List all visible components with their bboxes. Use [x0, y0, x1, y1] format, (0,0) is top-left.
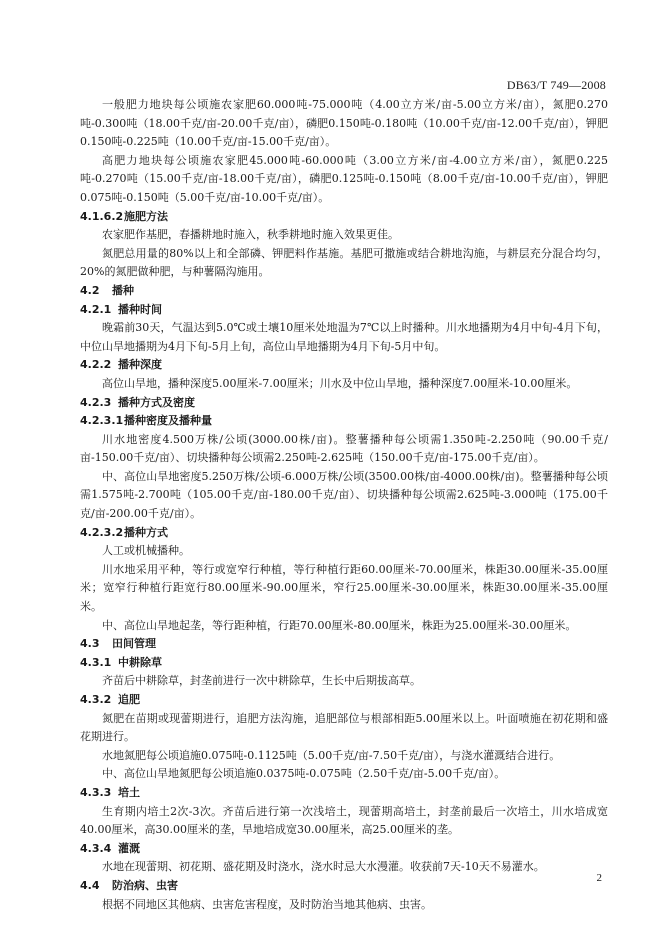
paragraph: 川水地采用平种，等行或宽窄行种植，等行种植行距60.00厘米-70.00厘米，株距30.00厘米-35.00厘米；宽窄行种植行距宽行80.00厘米-90.00厘米，窄行25.00厘米-30.00厘米，株距30.00厘米-35.00厘米。: [80, 562, 608, 614]
section-number: 4.2.1: [80, 302, 112, 316]
section-title: 播种方式及密度: [118, 395, 195, 409]
paragraph: 氮肥总用量的80%以上和全部磷、钾肥料作基施。基肥可撒施或结合耕地沟施，与耕层充分混合均匀，20%的氮肥做种肥，与种薯隔沟施用。: [80, 246, 608, 279]
section-heading: [80, 877, 608, 896]
paragraph: 根据不同地区其他病、虫害危害程度，及时防治当地其他病、虫害。: [102, 897, 432, 911]
section-number: 4.3: [80, 637, 100, 651]
section-heading: [80, 282, 608, 301]
paragraph: 高肥力地块每公顷施农家肥45.000吨-60.000吨（3.00立方米/亩-4.00立方米/亩），氮肥0.225吨-0.270吨（15.00千克/亩-18.00千克/亩），磷肥0.125吨-0.150吨（8.00千克/亩-10.00千克/亩），钾肥0.075吨-0.150吨（5.00千克/亩-10.00千克/亩）。: [80, 153, 608, 204]
paragraph: 晚霜前30天，气温达到5.0℃或土壤10厘米处地温为7℃以上时播种。川水地播期为4月中旬-4月下旬，中位山旱地播期为4月下旬-5月上旬，高位山旱地播期为4月下旬-5月中旬。: [80, 321, 608, 353]
section-number: 4.2.3: [80, 395, 112, 409]
paragraph: 中、高位山旱地密度5.250万株/公顷-6.000万株/公顷(3500.00株/亩-4000.00株/亩)。整薯播种每公顷需1.575吨-2.700吨（105.00千克/亩-180.00千克/亩）、切块播种每公顷需2.625吨-3.000吨（175.00千克/亩-200.00千克/亩）。: [80, 469, 608, 521]
page-number: 2: [596, 872, 602, 884]
paragraph: 川水地密度4.500万株/公顷(3000.00株/亩)。整薯播种每公顷需1.350吨-2.250吨（90.00千克/亩-150.00千克/亩）、切块播种每公顷需2.250吨-2.625吨（150.00千克/亩-175.00千克/亩）。: [80, 432, 608, 465]
paragraph: 中、高位山旱地起垄，等行距种植，行距70.00厘米-80.00厘米，株距为25.00厘米-30.00厘米。: [102, 618, 577, 632]
document-code: DB63/T 749—2008: [506, 78, 606, 92]
section-title: 培土: [118, 785, 140, 799]
section-heading: [80, 208, 608, 227]
section-title: 播种: [112, 283, 134, 297]
paragraph: 中、高位山旱地氮肥每公顷追施0.0375吨-0.075吨（2.50千克/亩-5.00千克/亩）。: [102, 767, 506, 781]
paragraph: 齐苗后中耕除草，封垄前进行一次中耕除草，生长中后期拔高草。: [102, 674, 421, 688]
section-number: 4.4: [80, 878, 100, 892]
section-title: 播种密度及播种量: [124, 414, 212, 428]
section-number: 4.3.1: [80, 655, 112, 669]
section-heading: [80, 635, 608, 654]
section-title: 追肥: [118, 693, 140, 706]
section-title: 防治病、虫害: [112, 878, 178, 892]
section-number: 4.2: [80, 283, 100, 297]
section-number: 4.2.3.2: [80, 525, 124, 539]
paragraph: 氮肥在苗期或现蕾期进行，追肥方法沟施，追肥部位与根部相距5.00厘米以上。叶面喷施在初花期和盛花期进行。: [80, 711, 608, 744]
section-number: 4.3.2: [80, 693, 112, 706]
section-title: 灌溉: [118, 841, 140, 855]
section-title: 播种深度: [118, 358, 162, 372]
section-number: 4.2.3.1: [80, 414, 124, 428]
section-title: 播种方式: [124, 525, 168, 539]
section-title: 播种时间: [118, 302, 162, 316]
paragraph: 农家肥作基肥，春播耕地时施入，秋季耕地时施入效果更佳。: [102, 228, 399, 242]
document-body: [80, 96, 608, 914]
section-title: 施肥方法: [124, 209, 168, 223]
section-number: 4.3.3: [80, 785, 112, 799]
section-title: 中耕除草: [118, 655, 162, 669]
section-heading: [80, 654, 608, 673]
section-number: 4.3.4: [80, 841, 112, 855]
section-heading: [80, 524, 608, 543]
section-heading: [80, 840, 608, 859]
section-heading: [80, 356, 608, 375]
section-heading: [80, 784, 608, 803]
section-number: 4.1.6.2: [80, 209, 124, 223]
paragraph: 高位山旱地，播种深度5.00厘米-7.00厘米；川水及中位山旱地，播种深度7.00厘米-10.00厘米。: [102, 376, 578, 390]
section-number: 4.2.2: [80, 358, 112, 372]
section-title: 田间管理: [112, 637, 156, 651]
paragraph: 人工或机械播种。: [102, 544, 190, 558]
section-heading: [80, 412, 608, 431]
section-heading: [80, 394, 608, 413]
section-heading: [80, 301, 608, 320]
section-heading: [80, 691, 608, 710]
paragraph: 生育期内培土2次-3次。齐苗后进行第一次浅培土，现蕾期高培土，封垄前最后一次培土，川水培成宽40.00厘米，高30.00厘米的垄，旱地培成宽30.00厘米，高25.00厘米的垄。: [80, 804, 608, 837]
paragraph: 水地氮肥每公顷追施0.075吨-0.1125吨（5.00千克/亩-7.50千克/亩），与浇水灌溉结合进行。: [102, 748, 561, 762]
paragraph: 水地在现蕾期、初花期、盛花期及时浇水，浇水时忌大水漫灌。收获前7天-10天不易灌水。: [102, 860, 545, 874]
paragraph: 一般肥力地块每公顷施农家肥60.000吨-75.000吨（4.00立方米/亩-5.00立方米/亩），氮肥0.270吨-0.300吨（18.00千克/亩-20.00千克/亩），磷肥0.150吨-0.180吨（10.00千克/亩-12.00千克/亩），钾肥0.150吨-0.225吨（10.00千克/亩-15.00千克/亩）。: [80, 98, 608, 149]
